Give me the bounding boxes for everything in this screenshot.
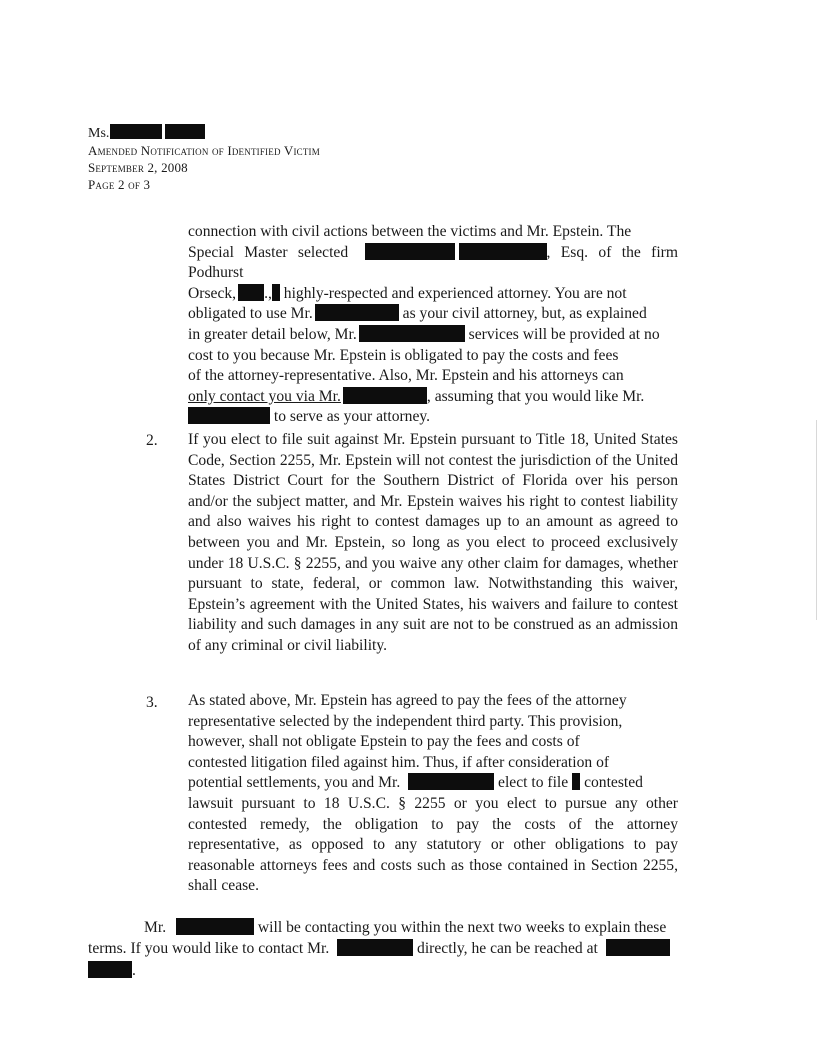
paragraph-text: lawsuit pursuant to 18 U.S.C. § 2255 or you elect to pursue any other contested remedy, the obligation to pay the costs of the attorney representative, as opposed to any statutory or other obligations to pay reasonable attorneys fees and costs such as those contained in Section 2255, shall cease. bbox=[188, 794, 678, 895]
text-span: . bbox=[132, 962, 136, 980]
text-span: highly-respected and experienced attorney. You are not bbox=[283, 284, 627, 302]
recipient-salutation: Ms. bbox=[88, 126, 110, 141]
redaction-block bbox=[165, 124, 205, 139]
text-line bbox=[188, 387, 678, 408]
document-date: September 2, 2008 bbox=[88, 160, 188, 175]
text-line: cost to you because Mr. Epstein is obligated to pay the costs and fees bbox=[188, 346, 619, 364]
text-span: , Esq. of the firm Podhurst bbox=[188, 243, 678, 282]
redaction-block bbox=[343, 387, 427, 404]
continuation-paragraph bbox=[188, 222, 678, 428]
text-line bbox=[188, 407, 678, 428]
text-span: as your civil attorney, but, as explained bbox=[402, 305, 647, 323]
text-line: connection with civil actions between the victims and Mr. Epstein. The bbox=[188, 223, 632, 240]
text-span: Orseck, bbox=[188, 284, 237, 302]
item-number: 2. bbox=[146, 432, 158, 449]
text-span: , assuming that you would like Mr. bbox=[426, 387, 645, 405]
text-line: As stated above, Mr. Epstein has agreed to pay the fees of the attorney bbox=[188, 692, 627, 709]
text-span: will be contacting you within the next two weeks to explain these bbox=[257, 919, 667, 936]
text-line: representative selected by the independent third party. This provision, bbox=[188, 712, 623, 730]
redaction-block bbox=[176, 918, 254, 935]
redaction-block bbox=[315, 304, 399, 321]
text-span: to serve as your attorney. bbox=[273, 408, 431, 426]
redaction-block bbox=[272, 284, 280, 301]
text-span: Mr. bbox=[144, 919, 167, 936]
text-line bbox=[88, 918, 722, 939]
text-line bbox=[188, 304, 678, 325]
letter-header bbox=[88, 124, 320, 193]
text-span: elect to file bbox=[498, 774, 569, 792]
redaction-block bbox=[359, 325, 465, 342]
text-span: services will be provided at no bbox=[468, 325, 660, 343]
redaction-block bbox=[408, 773, 494, 790]
redaction-block bbox=[337, 939, 413, 956]
text-span: only contact you via Mr. bbox=[188, 387, 341, 405]
text-line: contested litigation filed against him. Thus, if after consideration of bbox=[188, 753, 610, 771]
text-span: obligated to use Mr. bbox=[188, 305, 313, 323]
text-span: terms. If you would like to contact Mr. bbox=[88, 939, 330, 957]
text-span: in greater detail below, Mr. bbox=[188, 325, 357, 343]
item-number: 3. bbox=[146, 694, 158, 711]
text-line: however, shall not obligate Epstein to pay the fees and costs of bbox=[188, 733, 580, 751]
redaction-block bbox=[88, 961, 132, 978]
closing-paragraph bbox=[88, 918, 722, 982]
text-span: ., bbox=[264, 284, 272, 302]
recipient-line bbox=[88, 124, 320, 142]
text-line: of the attorney-representative. Also, Mr. Epstein and his attorneys can bbox=[188, 367, 624, 385]
redaction-block bbox=[572, 773, 580, 790]
redaction-block bbox=[365, 243, 455, 260]
page-number: Page 2 of 3 bbox=[88, 177, 151, 192]
text-line bbox=[88, 939, 722, 960]
redaction-block bbox=[606, 939, 670, 956]
redaction-block bbox=[188, 407, 270, 424]
document-title: Amended Notification of Identified Victim bbox=[88, 143, 320, 158]
text-line bbox=[188, 325, 678, 346]
text-line bbox=[88, 961, 722, 982]
text-span: Special Master selected bbox=[188, 243, 349, 261]
paragraph-text: If you elect to file suit against Mr. Epstein pursuant to Title 18, United States Code, Section 2255, Mr. Epstein will not contest the jurisdiction of the United States District Court for the Southern District of Florida over his person and/or the subject matter, and Mr. Epstein waives his right to contest liability and also waives his right to contest damages up to an amount as agreed to between you and Mr. Epstein, so long as you elect to proceed exclusively under 18 U.S.C. § 2255, and you waive any other claim for damages, whether pursuant to state, federal, or common law. Notwithstanding this waiver, Epstein’s agreement with the United States, his waivers and failure to contest liability and such damages in any suit are not to be construed as an admission of any criminal or civil liability. bbox=[188, 431, 678, 654]
redaction-block bbox=[110, 124, 162, 139]
redaction-block bbox=[459, 243, 547, 260]
item-2-paragraph bbox=[188, 430, 678, 657]
text-line bbox=[188, 773, 678, 794]
text-span: potential settlements, you and Mr. bbox=[188, 774, 401, 792]
text-line bbox=[188, 243, 678, 284]
redaction-block bbox=[238, 284, 264, 301]
text-span: directly, he can be reached at bbox=[417, 939, 598, 957]
text-span: contested bbox=[584, 774, 643, 792]
text-line bbox=[188, 284, 678, 305]
item-3-paragraph bbox=[188, 691, 678, 897]
